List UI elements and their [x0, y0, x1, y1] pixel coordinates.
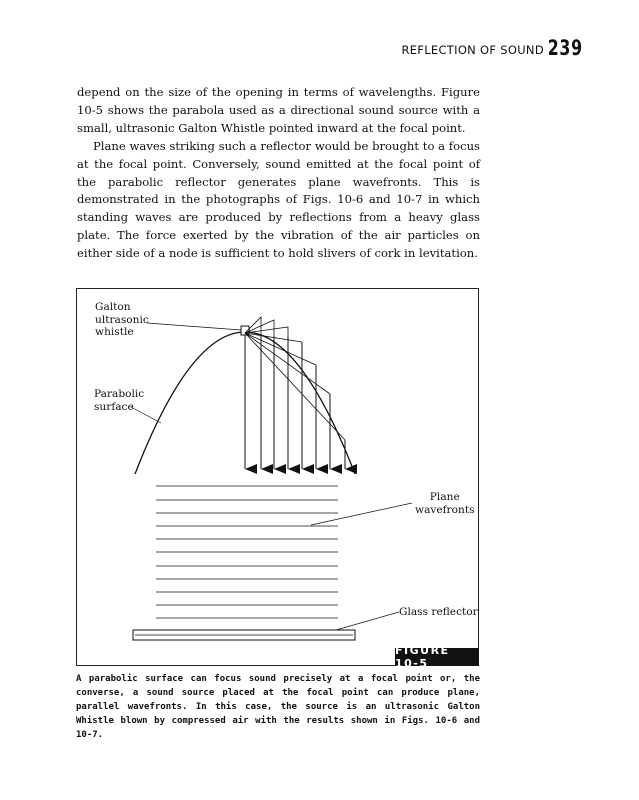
- glass-reflector: [133, 630, 355, 640]
- figure-caption: A parabolic surface can focus sound precisely at a focal point or, the converse, a sound source placed at the focal point can produce plane, parallel wavefronts. In this case, the source is an ultrasonic Galton Whistle blown by compressed air with the results shown in Figs. 10-6 and 10-7.: [76, 674, 480, 740]
- whistle-label: Galton ultrasonic whistle: [95, 301, 149, 338]
- figure-number-tag: FIGURE 10-5: [395, 648, 479, 666]
- paragraph: Plane waves striking such a reflector would be brought to a focus at the focal point. Conversely, sound emitted at the focal point of the parabolic reflector generates plane wavefronts. This is demonstrated in the photographs of Figs. 10-6 and 10-7 in which standing waves are produced by reflections from a heavy glass plate. The force exerted by the vibration of the air particles on either side of a node is sufficient to hold slivers of cork in levitation.: [77, 138, 480, 261]
- page-number: 239: [547, 36, 583, 60]
- paragraph: depend on the size of the opening in terms of wavelengths. Figure 10-5 shows the parabola used as a directional sound source with a small, ultrasonic Galton Whistle pointed inward at the focal point.: [77, 85, 480, 135]
- wavefronts-label: Plane wavefronts: [415, 491, 475, 516]
- surface-label: Parabolic surface: [94, 388, 145, 413]
- figure-10-5: [76, 288, 479, 670]
- leader-lines: [131, 323, 412, 630]
- body-text: [77, 84, 480, 263]
- reflector-label: Glass reflector: [399, 606, 478, 618]
- plane-wavefront-lines: [156, 486, 338, 618]
- running-header-title: REFLECTION OF SOUND: [401, 43, 544, 57]
